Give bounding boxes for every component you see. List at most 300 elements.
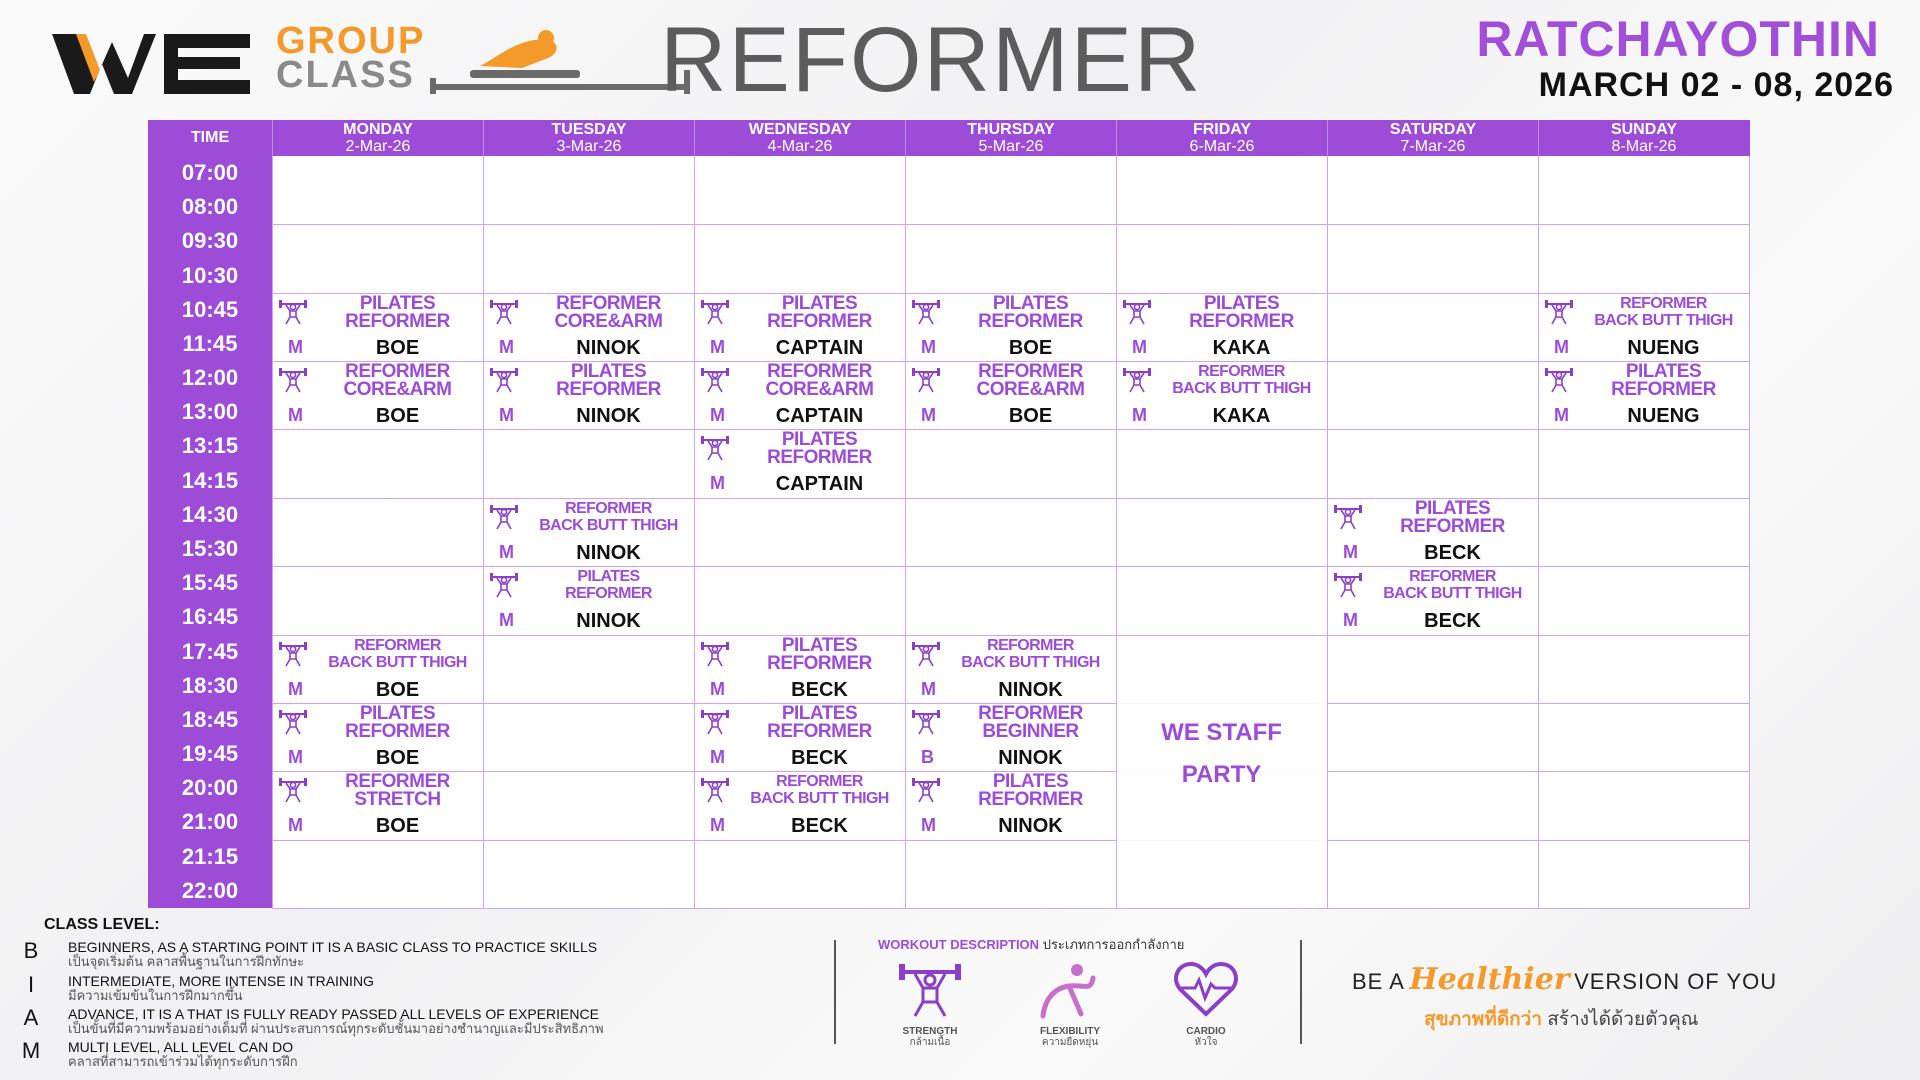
class-level: M [710, 405, 725, 426]
class-level: M [921, 815, 936, 836]
class-name-line2: CORE&ARM [554, 310, 663, 332]
grid-hline [272, 840, 1750, 841]
time-label: 21:00 [181, 809, 239, 835]
strength-icon [911, 707, 941, 735]
strength-icon-graphic [911, 707, 941, 735]
class-instructor: CAPTAIN [775, 336, 864, 359]
class-name-line1: PILATES [781, 429, 858, 451]
day-name: WEDNESDAY [748, 121, 852, 138]
level-desc-b: BEGINNERS, AS A STARTING POINT IT IS A BASIC CLASS TO PRACTICE SKILLS [68, 939, 598, 955]
strength-icon-graphic [278, 297, 308, 325]
class-name-line1: PILATES [577, 568, 640, 586]
class-instructor: CAPTAIN [775, 473, 864, 496]
class-instructor: CAPTAIN [775, 405, 864, 428]
strength-icon-graphic [489, 570, 519, 598]
workout-description-title [878, 934, 1184, 955]
schedule-grid [148, 120, 1750, 908]
strength-icon-graphic [700, 639, 730, 667]
strength-icon [700, 297, 730, 325]
class-cell[interactable] [1116, 361, 1327, 429]
time-label: 18:45 [181, 706, 239, 732]
strength-icon [911, 297, 941, 325]
class-level: M [710, 746, 725, 767]
class-name-line1: PILATES [992, 771, 1069, 793]
class-name-line2: BACK BUTT THIGH [1172, 380, 1311, 398]
date-range: MARCH 02 - 08, 2026 [1538, 66, 1894, 104]
day-name: FRIDAY [1192, 121, 1252, 138]
class-level: M [499, 541, 514, 562]
time-label: 13:00 [181, 399, 239, 425]
strength-icon [489, 570, 519, 598]
class-name [312, 637, 483, 671]
strength-icon-graphic [700, 365, 730, 393]
class-level: M [1343, 541, 1358, 562]
strength-icon [278, 365, 308, 393]
class-name-line2: CORE&ARM [343, 379, 452, 401]
class-level: M [1132, 405, 1147, 426]
class-cell[interactable] [694, 361, 905, 429]
class-name [945, 702, 1116, 742]
flexibility-icon [1035, 958, 1105, 1020]
class-instructor: NINOK [998, 678, 1063, 701]
class-name-line1: REFORMER [565, 499, 652, 517]
flexibility-label: FLEXIBILITY [1040, 1026, 1100, 1037]
time-label: 13:15 [181, 433, 239, 459]
level-desc-th-m: คลาสที่สามารถเข้าร่วมได้ทุกระดับการฝึก [68, 1054, 298, 1069]
class-instructor: NUENG [1627, 336, 1700, 359]
class-name-line2: REFORMER [565, 585, 652, 603]
class-instructor: BOE [1008, 405, 1053, 428]
strength-icon [700, 639, 730, 667]
class-instructor: BOE [375, 405, 420, 428]
strength-icon-graphic [278, 365, 308, 393]
strength-icon [911, 775, 941, 803]
class-name-line1: PILATES [1625, 361, 1702, 383]
strength-icon-graphic [700, 297, 730, 325]
class-level: B [921, 746, 934, 767]
class-name-line1: PILATES [992, 292, 1069, 314]
class-name [734, 292, 905, 332]
class-name-line2: REFORMER [767, 720, 872, 742]
class-cell[interactable] [694, 293, 905, 361]
strength-icon-graphic [1544, 297, 1574, 325]
class-cell[interactable] [694, 429, 905, 497]
class-name-line2: REFORMER [767, 447, 872, 469]
time-header: TIME [190, 129, 230, 146]
day-header [694, 120, 905, 156]
strength-icon [278, 775, 308, 803]
class-name-line2: REFORMER [556, 379, 661, 401]
strength-icon-graphic [911, 365, 941, 393]
class-name-line1: REFORMER [1198, 363, 1285, 381]
class-instructor: BECK [791, 678, 848, 701]
strength-icon [1333, 502, 1363, 530]
day-date: 3-Mar-26 [556, 138, 622, 155]
level-desc-th-a: เป็นขั้นที่มีความพร้อมอย่างเต็มที่ ผ่านประสบการณ์ทุกระดับชั้นมาอย่างชำนาญและมีประสิทธิภาพ [68, 1021, 604, 1036]
level-desc-th-b: เป็นจุดเริ่มต้น คลาสพื้นฐานในการฝึกทักษะ [68, 954, 305, 969]
class-level: M [288, 678, 303, 699]
class-name-line1: REFORMER [345, 361, 450, 383]
class-cell[interactable] [1116, 293, 1327, 361]
time-label: 12:00 [181, 365, 239, 391]
day-name: SUNDAY [1610, 121, 1678, 138]
slogan-part3: VERSION OF YOU [1574, 969, 1778, 994]
class-instructor: KAKA [1212, 405, 1271, 428]
class-name-line2: REFORMER [1189, 310, 1294, 332]
class-name-line1: PILATES [781, 292, 858, 314]
cardio-icon [1171, 958, 1241, 1020]
slogan-thai-orange: สุขภาพที่ดีกว่า [1424, 1009, 1543, 1030]
class-cell[interactable] [694, 771, 905, 839]
class-name [734, 431, 905, 467]
strength-icon-graphic [700, 433, 730, 461]
strength-icon-graphic [700, 775, 730, 803]
time-label: 18:30 [181, 672, 239, 698]
class-name [1367, 568, 1538, 602]
strength-icon-graphic [911, 775, 941, 803]
grid-hline [272, 908, 1750, 909]
day-header [1327, 120, 1538, 156]
strength-icon [1544, 365, 1574, 393]
grid-vline [1749, 156, 1750, 908]
class-cell[interactable] [694, 635, 905, 703]
grid-hline [272, 224, 1750, 225]
strength-icon [700, 775, 730, 803]
strength-icon [700, 433, 730, 461]
reformer-title: REFORMER [660, 9, 1203, 111]
class-name [1367, 497, 1538, 537]
class-level: M [921, 336, 936, 357]
class-name-line1: REFORMER [1409, 568, 1496, 586]
strength-icon [489, 297, 519, 325]
class-name-line1: PILATES [1414, 497, 1491, 519]
staff-party-line1: WE STAFF [1161, 719, 1282, 746]
day-name: MONDAY [343, 121, 413, 138]
workout-title-en: WORKOUT DESCRIPTION [878, 937, 1040, 952]
class-name [734, 702, 905, 742]
level-letter-b: B [23, 938, 39, 963]
class-name [1156, 363, 1327, 397]
strength-icon-graphic [1122, 297, 1152, 325]
strength-icon-graphic [489, 365, 519, 393]
class-name-line2: BACK BUTT THIGH [539, 516, 678, 534]
class-name [1578, 295, 1749, 329]
strength-icon-graphic [1544, 365, 1574, 393]
class-name [312, 702, 483, 742]
time-label: 15:45 [181, 570, 239, 596]
class-cell[interactable] [483, 293, 694, 361]
class-instructor: BECK [1424, 541, 1481, 564]
strength-icon [895, 958, 965, 1020]
strength-icon [700, 365, 730, 393]
class-name [312, 292, 483, 332]
slogan-thai-grey: สร้างได้ด้วยตัวคุณ [1547, 1009, 1699, 1030]
strength-icon [911, 639, 941, 667]
class-name [312, 773, 483, 809]
class-name-line2: REFORMER [345, 310, 450, 332]
class-name-line2: BACK BUTT THIGH [961, 653, 1100, 671]
class-name-line2: REFORMER [767, 310, 872, 332]
time-label: 19:45 [181, 741, 239, 767]
day-date: 4-Mar-26 [767, 138, 833, 155]
time-label: 15:30 [181, 535, 239, 561]
class-name-line2: REFORMER [978, 310, 1083, 332]
cardio-label: CARDIO [1186, 1026, 1226, 1037]
flexibility-label-th: ความยืดหยุ่น [1041, 1037, 1099, 1048]
class-name-line1: REFORMER [767, 361, 872, 383]
class-instructor: NINOK [998, 815, 1063, 838]
class-cell[interactable] [1538, 361, 1749, 429]
class-name [945, 292, 1116, 332]
class-name [312, 363, 483, 399]
strength-icon-graphic [1333, 570, 1363, 598]
strength-icon-graphic [1122, 365, 1152, 393]
class-level: M [499, 336, 514, 357]
day-name: TUESDAY [551, 121, 627, 138]
class-instructor: BECK [791, 746, 848, 769]
class-name-line2: BACK BUTT THIGH [1594, 311, 1733, 329]
class-cell[interactable] [483, 361, 694, 429]
grid-hline [272, 429, 1750, 430]
class-cell[interactable] [1327, 566, 1538, 634]
class-instructor: BOE [375, 336, 420, 359]
class-text: CLASS [276, 54, 415, 96]
class-cell[interactable] [694, 703, 905, 771]
class-level: M [921, 405, 936, 426]
time-label: 14:15 [181, 467, 239, 493]
class-level: M [1554, 336, 1569, 357]
class-cell[interactable] [1327, 498, 1538, 566]
class-level: M [710, 815, 725, 836]
class-name [523, 363, 694, 399]
level-desc-m: MULTI LEVEL, ALL LEVEL CAN DO [68, 1039, 294, 1055]
time-column [148, 156, 272, 908]
class-cell[interactable] [905, 361, 1116, 429]
strength-icon-graphic [700, 707, 730, 735]
class-name-line1: REFORMER [354, 636, 441, 654]
day-header [1116, 120, 1327, 156]
time-label: 21:15 [181, 843, 239, 869]
time-label: 17:45 [181, 638, 239, 664]
class-name-line2: REFORMER [1611, 379, 1716, 401]
class-instructor: BECK [1424, 610, 1481, 633]
group-class-label [276, 22, 425, 94]
branch-name: RATCHAYOTHIN [1476, 11, 1880, 67]
day-date: 2-Mar-26 [345, 138, 411, 155]
class-instructor: KAKA [1212, 336, 1271, 359]
class-cell[interactable] [1538, 293, 1749, 361]
class-name-line2: REFORMER [767, 652, 872, 674]
class-instructor: NINOK [576, 336, 641, 359]
time-label: 14:30 [181, 501, 239, 527]
class-name-line1: REFORMER [345, 771, 450, 793]
strength-icon [278, 297, 308, 325]
class-name-line2: REFORMER [345, 720, 450, 742]
slogan-thai [1424, 1004, 1698, 1034]
footer-divider-right [1300, 940, 1302, 1044]
time-label: 07:00 [181, 160, 239, 185]
time-label: 20:00 [181, 775, 239, 801]
class-level: M [288, 336, 303, 357]
time-label: 16:45 [181, 604, 239, 630]
level-letter-m: M [21, 1038, 41, 1063]
cardio-label-th: หัวใจ [1194, 1037, 1218, 1048]
strength-icon-graphic [278, 775, 308, 803]
class-level: M [288, 405, 303, 426]
strength-icon-graphic [489, 297, 519, 325]
class-cell[interactable] [272, 771, 483, 839]
day-date: 7-Mar-26 [1400, 138, 1466, 155]
class-name [523, 292, 694, 332]
class-level: M [921, 678, 936, 699]
strength-icon [700, 707, 730, 735]
strength-icon-graphic [911, 297, 941, 325]
class-name [734, 363, 905, 399]
class-name [523, 568, 694, 602]
staff-party-label [1116, 712, 1327, 796]
staff-party-line2: PARTY [1181, 761, 1262, 788]
class-level: M [1343, 610, 1358, 631]
class-name-line1: PILATES [359, 292, 436, 314]
class-name-line1: PILATES [570, 361, 647, 383]
class-cell[interactable] [272, 293, 483, 361]
class-name-line1: REFORMER [1620, 294, 1707, 312]
footer-divider-left [834, 940, 836, 1044]
day-date: 8-Mar-26 [1611, 138, 1677, 155]
class-level: M [710, 678, 725, 699]
workout-cardio [1156, 958, 1256, 1048]
level-desc-th-i: มีความเข้มข้นในการฝึกมากขึ้น [68, 988, 243, 1003]
class-name-line1: PILATES [359, 702, 436, 724]
workout-title-th: ประเภทการออกกำลังกาย [1042, 937, 1185, 952]
legend-title: CLASS LEVEL: [44, 916, 160, 933]
slogan [1352, 962, 1777, 997]
class-instructor: NINOK [576, 405, 641, 428]
class-name [523, 500, 694, 534]
level-desc-i: INTERMEDIATE, MORE INTENSE IN TRAINING [68, 973, 374, 989]
strength-label: STRENGTH [902, 1026, 958, 1037]
class-level: M [1132, 336, 1147, 357]
class-name-line1: PILATES [781, 702, 858, 724]
strength-icon [489, 365, 519, 393]
class-level: M [499, 405, 514, 426]
class-name-line1: PILATES [781, 634, 858, 656]
we-logo-mark [52, 22, 252, 100]
class-cell[interactable] [272, 635, 483, 703]
class-level: M [710, 473, 725, 494]
strength-icon-graphic [278, 639, 308, 667]
day-name: SATURDAY [1389, 121, 1477, 138]
class-instructor: NINOK [998, 746, 1063, 769]
class-name [945, 773, 1116, 809]
class-level: M [1554, 405, 1569, 426]
strength-label-th: กล้ามเนื้อ [909, 1037, 951, 1048]
class-cell[interactable] [272, 361, 483, 429]
class-name-line1: REFORMER [776, 773, 863, 791]
grid-vline [1538, 156, 1539, 908]
class-name-line2: REFORMER [1400, 515, 1505, 537]
class-name-line2: BEGINNER [982, 720, 1079, 742]
strength-icon-graphic [911, 639, 941, 667]
class-name-line2: STRETCH [354, 789, 441, 811]
we-logo [52, 22, 252, 100]
workout-strength [880, 958, 980, 1048]
time-label: 11:45 [182, 330, 238, 356]
time-label: 09:30 [181, 228, 239, 254]
class-name-line2: BACK BUTT THIGH [328, 653, 467, 671]
strength-icon-graphic [1333, 502, 1363, 530]
class-name-line2: REFORMER [978, 789, 1083, 811]
class-level: M [499, 610, 514, 631]
strength-icon [278, 639, 308, 667]
class-cell[interactable] [483, 566, 694, 634]
header [0, 0, 1920, 118]
class-name [945, 363, 1116, 399]
day-date: 5-Mar-26 [978, 138, 1044, 155]
strength-icon [911, 365, 941, 393]
strength-icon-graphic [489, 502, 519, 530]
class-level: M [288, 815, 303, 836]
strength-icon [489, 502, 519, 530]
class-name-line2: CORE&ARM [976, 379, 1085, 401]
class-instructor: BOE [375, 815, 420, 838]
class-cell[interactable] [905, 635, 1116, 703]
class-name [734, 773, 905, 807]
class-name [734, 634, 905, 674]
time-label: 10:45 [181, 296, 239, 322]
day-header [483, 120, 694, 156]
strength-icon [1333, 570, 1363, 598]
slogan-part1: BE A [1352, 969, 1405, 994]
class-instructor: NUENG [1627, 405, 1700, 428]
class-level: M [710, 336, 725, 357]
class-instructor: BOE [375, 678, 420, 701]
class-cell[interactable] [905, 771, 1116, 839]
slogan-healthier: Healthier [1409, 962, 1570, 997]
class-name [1156, 292, 1327, 332]
class-name-line2: CORE&ARM [765, 379, 874, 401]
class-name-line1: REFORMER [556, 292, 661, 314]
class-instructor: BOE [1008, 336, 1053, 359]
class-name-line2: BACK BUTT THIGH [1383, 585, 1522, 603]
workout-flexibility [1020, 958, 1120, 1048]
class-instructor: NINOK [576, 610, 641, 633]
class-cell[interactable] [905, 293, 1116, 361]
day-date: 6-Mar-26 [1189, 138, 1255, 155]
class-name-line2: BACK BUTT THIGH [750, 790, 889, 808]
class-name-line1: PILATES [1203, 292, 1280, 314]
class-name-line1: REFORMER [987, 636, 1074, 654]
level-letter-a: A [23, 1005, 39, 1030]
day-header [1538, 120, 1749, 156]
class-cell[interactable] [272, 703, 483, 771]
class-cell[interactable] [905, 703, 1116, 771]
level-desc-a: ADVANCE, IT IS A THAT IS FULLY READY PASSED ALL LEVELS OF EXPERIENCE [68, 1006, 599, 1022]
level-letter-i: I [27, 972, 35, 997]
class-name-line1: REFORMER [978, 361, 1083, 383]
day-header [905, 120, 1116, 156]
time-label: 22:00 [181, 877, 239, 903]
strength-icon [1122, 297, 1152, 325]
strength-icon [278, 707, 308, 735]
class-cell[interactable] [483, 498, 694, 566]
class-name [1578, 363, 1749, 399]
day-name: THURSDAY [967, 121, 1055, 138]
class-instructor: BECK [791, 815, 848, 838]
class-name-line1: REFORMER [978, 702, 1083, 724]
group-text: GROUP [276, 20, 426, 62]
day-header [272, 120, 483, 156]
